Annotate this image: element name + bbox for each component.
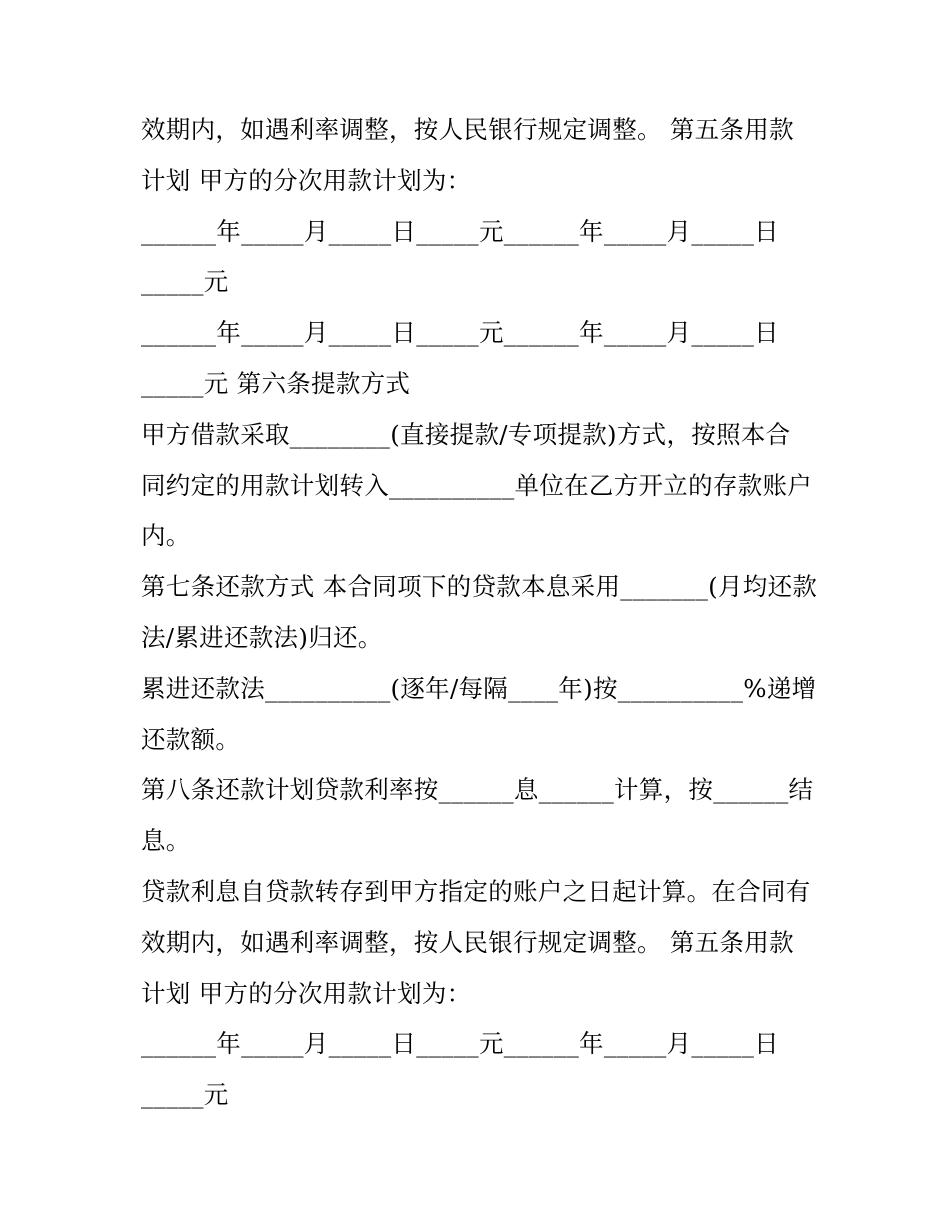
text-line-5: ______年_____月_____日_____元______年_____月_____日 [141, 318, 779, 348]
text-line-16: 贷款利息自贷款转存到甲方指定的账户之日起计算。在合同有 [141, 876, 811, 906]
text-line-19: ______年_____月_____日_____元______年_____月_____日 [141, 1029, 779, 1059]
document-body [141, 105, 831, 1121]
text-line-2: 计划 甲方的分次用款计划为： [141, 165, 472, 195]
text-line-17: 效期内，如遇利率调整，按人民银行规定调整。 第五条用款 [141, 927, 794, 957]
text-line-9: 内。 [141, 521, 191, 551]
text-line-13: 还款额。 [141, 724, 241, 754]
text-line-14: 第八条还款计划贷款利率按______息______计算，按______结 [141, 775, 814, 805]
text-line-12: 累进还款法__________(逐年/每隔____年)按__________%递增 [141, 673, 817, 703]
text-line-7: 甲方借款采取________(直接提款/专项提款)方式，按照本合 [141, 419, 791, 449]
text-line-18: 计划 甲方的分次用款计划为： [141, 978, 472, 1008]
text-line-1: 效期内，如遇利率调整，按人民银行规定调整。 第五条用款 [141, 115, 794, 144]
text-line-4: _____元 [141, 267, 229, 297]
text-line-8: 同约定的用款计划转入__________单位在乙方开立的存款账户 [141, 470, 813, 500]
text-line-3: ______年_____月_____日_____元______年_____月_____日 [141, 216, 779, 246]
text-line-11: 法/累进还款法)归还。 [141, 622, 383, 652]
text-line-20: _____元 [141, 1080, 229, 1110]
text-line-6: _____元 第六条提款方式 [141, 368, 411, 398]
text-line-15: 息。 [141, 826, 191, 856]
text-line-10: 第七条还款方式 本合同项下的贷款本息采用_______(月均还款 [141, 572, 818, 602]
